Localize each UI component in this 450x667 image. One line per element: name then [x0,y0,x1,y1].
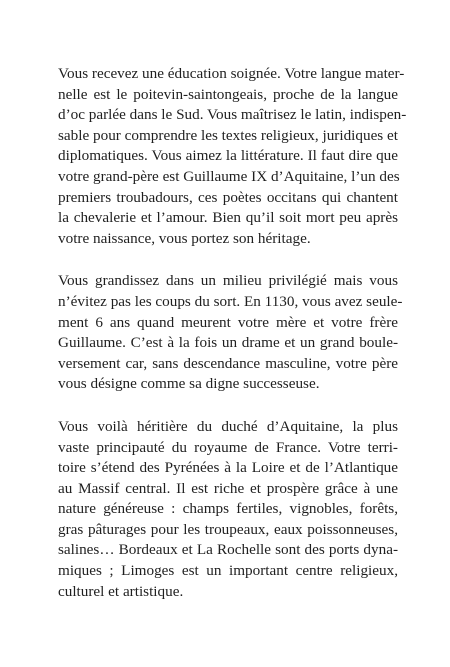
text-line: d’oc parlée dans le Sud. Vous maîtrisez le latin, indispen- [58,106,407,124]
text-line: vous désigne comme sa digne successeuse. [58,375,320,393]
text-line: au Massif central. Il est riche et prospère grâce à une [58,479,398,497]
text-line: premiers troubadours, ces poètes occitans qui chantent [58,188,398,206]
text-line: salines… Bordeaux et La Rochelle sont des ports dyna- [58,541,398,559]
text-line: miques ; Limoges est un important centre religieux, [58,562,398,580]
text-line: Vous recevez une éducation soignée. Votre langue mater- [58,65,405,82]
text-line: vaste principauté du royaume de France. Votre terri- [58,438,398,456]
text-line: nature généreuse : champs fertiles, vignobles, forêts, [58,500,398,518]
text-line: Vous grandissez dans un milieu privilégié mais vous [58,272,398,290]
text-line: culturel et artistique. [58,582,184,600]
paragraph-education [58,64,407,249]
paragraph-duchy [58,417,398,602]
text-line: diplomatiques. Vous aimez la littérature. Il faut dire que [58,147,398,165]
text-line: gras pâturages pour les troupeaux, eaux poissonneuses, [58,520,398,538]
text-line: votre grand-père est Guillaume IX d’Aquitaine, l’un des [58,167,400,185]
page-text [58,64,407,624]
text-line: nelle est le poitevin-saintongeais, proche de la langue [58,85,398,103]
text-line: toire s’étend des Pyrénées à la Loire et de l’Atlantique [58,459,398,477]
text-line: versement car, sans descendance masculine, votre père [58,354,398,372]
paragraph-childhood [58,271,403,395]
text-line: votre naissance, vous portez son héritage. [58,229,311,247]
text-line: Vous voilà héritière du duché d’Aquitaine, la plus [58,417,398,435]
text-line: ment 6 ans quand meurent votre mère et votre frère [58,313,398,331]
text-line: Guillaume. C’est à la fois un drame et un grand boule- [58,334,398,352]
text-line: n’évitez pas les coups du sort. En 1130, vous avez seule- [58,292,403,310]
text-line: sable pour comprendre les textes religieux, juridiques et [58,126,398,144]
text-line: la chevalerie et l’amour. Bien qu’il soit mort peu après [58,209,398,227]
